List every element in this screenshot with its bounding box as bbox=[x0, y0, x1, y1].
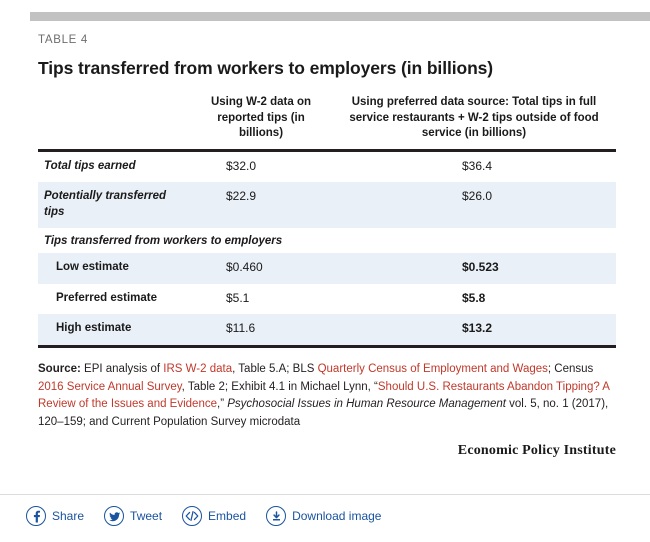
row-label-total-tips-earned: Total tips earned bbox=[44, 159, 136, 172]
share-facebook-button[interactable] bbox=[26, 506, 84, 526]
share-embed-label: Embed bbox=[208, 509, 247, 523]
section-header-tips-transferred: Tips transferred from workers to employers bbox=[44, 234, 283, 247]
data-table bbox=[38, 95, 616, 348]
share-download-button[interactable] bbox=[266, 506, 381, 526]
cell-low-estimate-preferred: $0.523 bbox=[332, 253, 616, 284]
source-note bbox=[38, 361, 616, 431]
row-label-preferred-estimate: Preferred estimate bbox=[56, 291, 157, 304]
bottom-divider-rule bbox=[0, 494, 650, 495]
table-row bbox=[38, 314, 616, 346]
table-row bbox=[38, 284, 616, 315]
table-row bbox=[38, 182, 616, 227]
organization-credit: Economic Policy Institute bbox=[457, 443, 616, 459]
share-download-label: Download image bbox=[292, 509, 382, 523]
embed-code-icon bbox=[182, 506, 202, 526]
share-twitter-label: Tweet bbox=[130, 509, 163, 523]
cell-high-estimate-w2: $11.6 bbox=[190, 314, 332, 346]
source-text-1: EPI analysis of bbox=[80, 363, 164, 376]
source-journal-title: Psychosocial Issues in Human Resource Management bbox=[227, 398, 506, 411]
cell-potentially-transferred-w2: $22.9 bbox=[190, 182, 332, 227]
figure-content bbox=[38, 34, 616, 459]
source-text-5: ,” bbox=[217, 398, 228, 411]
row-label-high-estimate: High estimate bbox=[38, 314, 190, 346]
share-twitter-button[interactable] bbox=[104, 506, 162, 526]
row-label-low-estimate: Low estimate bbox=[38, 253, 190, 284]
table-number-label: TABLE 4 bbox=[38, 34, 88, 46]
source-prefix: Source: bbox=[38, 363, 81, 376]
twitter-icon bbox=[104, 506, 124, 526]
cell-high-estimate-preferred: $13.2 bbox=[332, 314, 616, 346]
source-link-irs-w2-data[interactable]: IRS W-2 data bbox=[163, 363, 233, 376]
column-header-preferred: Using preferred data source: Total tips in full service restaurants + W-2 tips outside of food service (in billions) bbox=[332, 95, 616, 150]
cell-preferred-estimate-w2: $5.1 bbox=[226, 290, 250, 305]
source-text-3: ; Census bbox=[547, 363, 594, 376]
cell-low-estimate-w2: $0.460 bbox=[190, 253, 332, 284]
table-section-row bbox=[38, 228, 616, 253]
top-divider-rule bbox=[30, 12, 650, 21]
table-row bbox=[38, 150, 616, 182]
source-link-service-annual-survey[interactable]: 2016 Service Annual Survey bbox=[38, 380, 182, 393]
share-bar bbox=[26, 506, 381, 526]
cell-total-tips-earned-preferred: $36.4 bbox=[462, 158, 493, 173]
cell-total-tips-earned-w2: $32.0 bbox=[226, 158, 257, 173]
table-row bbox=[38, 253, 616, 284]
cell-preferred-estimate-preferred: $5.8 bbox=[462, 290, 486, 305]
column-header-w2: Using W-2 data on reported tips (in billions) bbox=[190, 95, 332, 150]
page-title: Tips transferred from workers to employers (in billions) bbox=[38, 58, 494, 78]
facebook-icon bbox=[26, 506, 46, 526]
source-link-lynn-paper[interactable]: Should U.S. Restaurants Abandon Tipping? A Review of the Issues and Evidence bbox=[38, 380, 610, 411]
table-header-row bbox=[38, 95, 616, 150]
source-link-quarterly-census[interactable]: Quarterly Census of Employment and Wages bbox=[317, 363, 548, 376]
source-text-2: , Table 5.A; BLS bbox=[232, 363, 318, 376]
cell-potentially-transferred-preferred: $26.0 bbox=[332, 182, 616, 227]
column-header-label bbox=[38, 95, 190, 150]
row-label-potentially-transferred-tips: Potentially transferred tips bbox=[38, 182, 190, 227]
source-text-6: vol. 5, no. 1 (2017), 120–159; and Current Population Survey microdata bbox=[38, 398, 609, 428]
source-text-4: , Table 2; Exhibit 4.1 in Michael Lynn, “ bbox=[181, 380, 378, 393]
share-facebook-label: Share bbox=[52, 509, 85, 523]
share-embed-button[interactable] bbox=[182, 506, 246, 526]
download-icon bbox=[266, 506, 286, 526]
